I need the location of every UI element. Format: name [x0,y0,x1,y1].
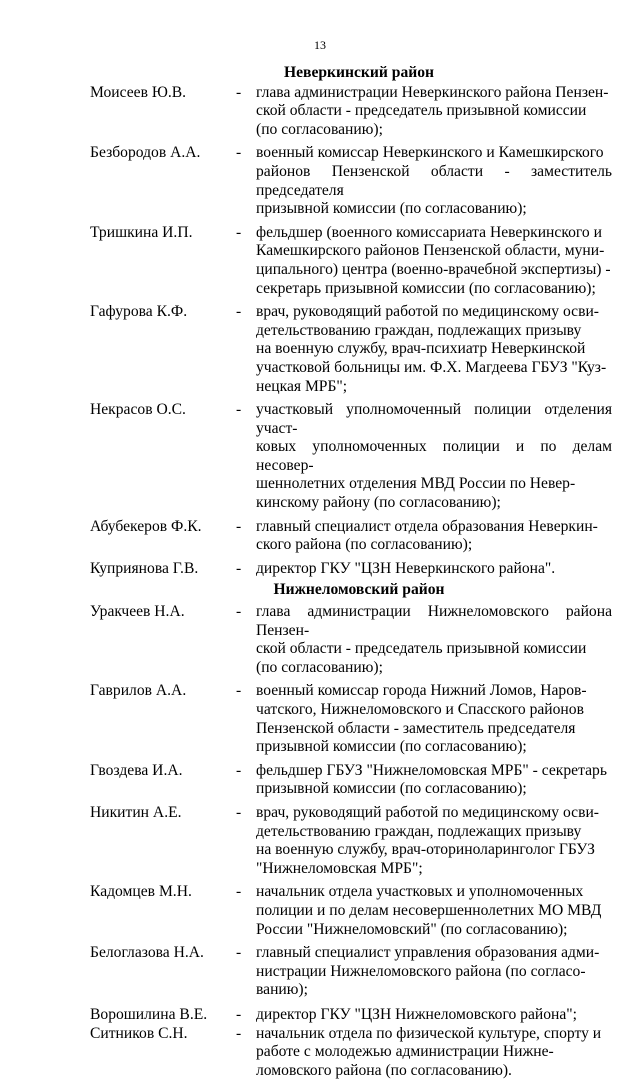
member-role [256,603,612,677]
role-line: на военную службу, врач-психиатр Неверкинской [256,340,612,359]
role-line: ской области - председатель призывной комиссии [256,640,612,659]
member-role [256,144,612,218]
member-name: Никитин А.Е. [90,804,236,823]
member-entry [90,303,612,396]
member-entry [90,518,612,555]
role-line: призывной комиссии (по согласованию); [256,738,612,757]
member-role [256,1025,612,1080]
role-line: главный специалист отдела образования Неверкин- [256,518,612,537]
member-name: Тришкина И.П. [90,224,236,243]
role-line: шеннолетних отделения МВД России по Невер- [256,475,612,494]
member-entry [90,762,612,799]
role-line: России "Нижнеломовский" (по согласованию); [256,921,612,940]
member-entry [90,401,612,513]
role-line: детельствованию граждан, подлежащих призыву [256,322,612,341]
dash-separator: - [236,303,256,322]
member-role [256,560,612,579]
role-line: (по согласованию); [256,659,612,678]
dash-separator: - [236,603,256,622]
member-name: Уракчеев Н.А. [90,603,236,622]
role-line: глава администрации Неверкинского района Пензен- [256,84,612,103]
member-name: Абубекеров Ф.К. [90,518,236,537]
role-line: кинскому району (по согласованию); [256,494,612,513]
dash-separator: - [236,560,256,579]
member-role [256,883,612,939]
member-role [256,762,612,799]
member-name: Ворошилина В.Е. [90,1006,236,1025]
role-line: (по согласованию); [256,121,612,140]
member-role [256,401,612,513]
role-line: ской области - председатель призывной комиссии [256,102,612,121]
member-entry [90,1025,612,1080]
member-name: Гафурова К.Ф. [90,303,236,322]
dash-separator: - [236,1025,256,1044]
member-name: Белоглазова Н.А. [90,944,236,963]
role-line: детельствованию граждан, подлежащих призыву [256,823,612,842]
member-role [256,84,612,140]
member-name: Моисеев Ю.В. [90,84,236,103]
member-role [256,804,612,878]
role-line: полиции и по делам несовершеннолетних МО МВД [256,902,612,921]
role-line: Камешкирского районов Пензенской области, муни- [256,242,612,261]
dash-separator: - [236,1006,256,1025]
section-title-nizhnelomovsky: Нижнеломовский район [90,581,612,600]
role-line: директор ГКУ "ЦЗН Нижнеломовского района"; [256,1006,612,1025]
member-entry [90,224,612,298]
member-entry [90,144,612,218]
role-line: главный специалист управления образования адми- [256,944,612,963]
role-line: врач, руководящий работой по медицинскому осви- [256,804,612,823]
member-name: Гвоздева И.А. [90,762,236,781]
member-entry [90,883,612,939]
member-entry [90,804,612,878]
role-line: участковый уполномоченный полиции отделения участ- [256,401,612,438]
member-name: Безбородов А.А. [90,144,236,163]
member-role [256,1006,612,1025]
member-role [256,303,612,396]
member-entry [90,1006,612,1025]
dash-separator: - [236,804,256,823]
member-name: Гаврилов А.А. [90,682,236,701]
dash-separator: - [236,944,256,963]
commission-list [90,64,612,1080]
role-line: призывной комиссии (по согласованию); [256,780,612,799]
member-name: Кадомцев М.Н. [90,883,236,902]
role-line: секретарь призывной комиссии (по согласованию); [256,280,612,299]
role-line: фельдшер (военного комиссариата Неверкинского и [256,224,612,243]
member-name: Куприянова Г.В. [90,560,236,579]
member-role [256,518,612,555]
dash-separator: - [236,682,256,701]
role-line: военный комиссар Неверкинского и Камешкирского [256,144,612,163]
role-line: ципального) центра (военно-врачебной экспертизы) - [256,261,612,280]
dash-separator: - [236,762,256,781]
member-entry [90,560,612,579]
role-line: ского района (по согласованию); [256,536,612,555]
role-line: нецкая МРБ"; [256,378,612,397]
role-line: ванию); [256,981,612,1000]
dash-separator: - [236,883,256,902]
role-line: директор ГКУ "ЦЗН Неверкинского района". [256,560,612,579]
dash-separator: - [236,401,256,420]
dash-separator: - [236,144,256,163]
role-line: работе с молодежью администрации Нижне- [256,1043,612,1062]
role-line: врач, руководящий работой по медицинскому осви- [256,303,612,322]
member-entry [90,84,612,140]
member-name: Ситников С.Н. [90,1025,236,1044]
role-line: нистрации Нижнеломовского района (по согласо- [256,963,612,982]
member-entry [90,682,612,756]
role-line: призывной комиссии (по согласованию); [256,200,612,219]
member-role [256,944,612,1000]
member-role [256,682,612,756]
role-line: Пензенской области - заместитель председателя [256,720,612,739]
section-title-neverkinsky: Неверкинский район [90,64,612,83]
role-line: начальник отдела участковых и уполномоченных [256,883,612,902]
role-line: глава администрации Нижнеломовского района Пензен- [256,603,612,640]
role-line: ковых уполномоченных полиции и по делам несовер- [256,438,612,475]
role-line: начальник отдела по физической культуре, спорту и [256,1025,612,1044]
role-line: участковой больницы им. Ф.Х. Магдеева ГБУЗ "Куз- [256,359,612,378]
role-line: на военную службу, врач-оториноларинголог ГБУЗ [256,841,612,860]
dash-separator: - [236,224,256,243]
dash-separator: - [236,518,256,537]
page-number: 13 [0,38,640,52]
role-line: районов Пензенской области - заместитель председателя [256,163,612,200]
member-entry [90,944,612,1000]
role-line: военный комиссар города Нижний Ломов, Наров- [256,682,612,701]
role-line: чатского, Нижнеломовского и Спасского районов [256,701,612,720]
role-line: "Нижнеломовская МРБ"; [256,860,612,879]
dash-separator: - [236,84,256,103]
member-role [256,224,612,298]
role-line: фельдшер ГБУЗ "Нижнеломовская МРБ" - секретарь [256,762,612,781]
member-name: Некрасов О.С. [90,401,236,420]
role-line: ломовского района (по согласованию). [256,1062,612,1080]
member-entry [90,603,612,677]
